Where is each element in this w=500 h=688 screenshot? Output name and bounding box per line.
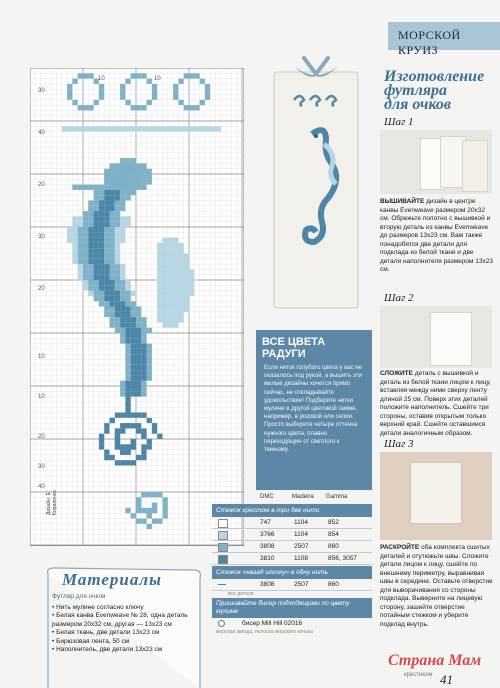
key-dmc: 3810 bbox=[260, 555, 275, 562]
page-number: 41 bbox=[440, 672, 453, 687]
step-2-text bbox=[380, 370, 494, 438]
designer-credit: Дизайн: Е. Кириленко bbox=[46, 490, 58, 515]
article-title-line-3: для очков bbox=[384, 96, 452, 113]
tip-title: ВСЕ ЦВЕТА РАДУГИ bbox=[262, 336, 326, 360]
key-dmc: 3766 bbox=[260, 531, 275, 538]
key-row bbox=[212, 541, 372, 553]
step-1-text bbox=[380, 198, 494, 275]
x-axis-label: 10 bbox=[154, 76, 161, 82]
y-axis-label: 20 bbox=[38, 182, 45, 188]
y-axis-label: 40 bbox=[38, 130, 45, 136]
cross-stitch-rows bbox=[212, 517, 372, 565]
step-2-lead: СЛОЖИТЕ bbox=[380, 370, 413, 377]
key-gamma: 852 bbox=[328, 519, 339, 526]
color-key-table bbox=[212, 494, 372, 635]
backstitch-dmc: 3808 bbox=[260, 581, 275, 588]
step-1-label: Шаг 1 bbox=[384, 116, 414, 128]
key-table-header bbox=[212, 494, 372, 504]
materials-title: Материалы bbox=[62, 570, 162, 589]
article-title-line-1: Изготовление bbox=[384, 68, 485, 85]
thread-color-swatch bbox=[218, 519, 228, 528]
article-title-line-2: футляра bbox=[384, 82, 448, 99]
bead-symbol bbox=[218, 620, 225, 627]
backstitch-row bbox=[212, 579, 372, 591]
y-axis-label: 30 bbox=[38, 464, 45, 470]
step-2-label: Шаг 2 bbox=[384, 292, 414, 304]
thread-color-swatch bbox=[218, 555, 228, 564]
key-madeira: 2507 bbox=[294, 543, 309, 550]
key-gamma: 854 bbox=[328, 531, 339, 538]
watermark-sub: крестиком bbox=[404, 672, 433, 678]
key-gamma: 860 bbox=[328, 543, 339, 550]
tip-body: Если ниток голубого цвета у вас не оказалось под рукой, а вышить эти милые дизайны хочется прямо сейчас, не откладывайте удовольствие! Подберите нитки мулине в другой цветовой гамме, например, в розовой или сепии. Просто выберите четыре оттенка нужного цвета, плавно переходящие от светлого к темному. bbox=[264, 365, 362, 454]
step-2-photo bbox=[380, 306, 492, 368]
glasses-case-photo bbox=[264, 54, 370, 310]
step-3-photo bbox=[380, 452, 492, 540]
step-1-body: дизайн в центре канвы Evenweave размером 20x32 см. Обрежьте полотно с вышивкой и вторую деталь из канвы Evenweave до размеров 13x23 см. Вам также понадобятся две детали для подклада из белой ткани и две детали наполнителя размером 13x23 см. bbox=[380, 198, 494, 273]
thread-color-swatch bbox=[218, 543, 228, 552]
materials-item: • Белая канва Evenweave № 28, одна деталь размером 20x32 см, другая — 13x23 см bbox=[52, 612, 188, 628]
key-madeira: 1104 bbox=[294, 519, 308, 526]
cross-stitch-heading: Стежок крестом в три две нити bbox=[212, 504, 372, 517]
key-row bbox=[212, 517, 372, 529]
step-3-label: Шаг 3 bbox=[384, 438, 414, 450]
materials-subtitle: Футляр для очков bbox=[52, 593, 106, 600]
key-madeira: 1104 bbox=[294, 531, 308, 538]
step-1-photo bbox=[380, 130, 492, 194]
backstitch-madeira: 2507 bbox=[294, 581, 309, 588]
y-axis-label: 20 bbox=[38, 434, 45, 440]
key-header-gamma: Gamma bbox=[326, 494, 348, 500]
bead-row bbox=[212, 618, 372, 629]
y-axis-label: 10 bbox=[38, 354, 45, 360]
materials-item: • Наполнитель, две детали 13x23 см bbox=[52, 646, 163, 654]
watermark: Страна Мам bbox=[388, 652, 482, 669]
section-header-title: МОРСКОЙ КРУИЗ bbox=[398, 28, 461, 57]
step-3-lead: РАСКРОЙТЕ bbox=[380, 544, 420, 551]
thread-color-swatch bbox=[218, 531, 228, 540]
key-row bbox=[212, 553, 372, 565]
materials-item: • Бирюзовая лента, 50 см bbox=[52, 637, 130, 645]
step-1-lead: ВЫШИВАЙТЕ bbox=[380, 198, 425, 205]
key-header-dmc: DMC bbox=[260, 494, 274, 500]
y-axis-label: 30 bbox=[38, 88, 45, 94]
backstitch-gamma: 860 bbox=[328, 581, 339, 588]
backstitch-caption: все детали bbox=[228, 591, 254, 597]
materials-item: • Белая ткань, две детали 13x23 см bbox=[52, 629, 160, 637]
key-header-madeira: Madeira bbox=[292, 494, 314, 500]
tip-box bbox=[256, 330, 372, 490]
materials-list bbox=[52, 604, 200, 654]
key-gamma: 856, 3057 bbox=[328, 555, 357, 562]
y-axis-label: 30 bbox=[38, 234, 45, 240]
step-2-body: деталь с вышивкой и деталь из белой ткани лицом к лицу, вставляя между ними сверху ленту длиной 25 см. Поверх этих деталей положите наполнитель. Сшейте три стороны, оставив открытым только верхний край. Сшейте оставшиеся детали аналогичным образом. bbox=[380, 370, 491, 437]
step-3-text bbox=[380, 544, 494, 629]
y-axis-label: 20 bbox=[38, 286, 45, 292]
bead-caption: морская звезда, полоска морского конька bbox=[216, 629, 313, 635]
bead-heading: Пришивайте бисер подходящими по цвету мулине bbox=[212, 598, 372, 618]
key-madeira: 1108 bbox=[294, 555, 308, 562]
y-axis-label: 40 bbox=[38, 484, 45, 490]
backstitch-symbol bbox=[218, 584, 226, 585]
key-row bbox=[212, 529, 372, 541]
bead-text: бисер Mill Hill 02016 bbox=[242, 620, 303, 627]
backstitch-heading: Стежок «назад иголку» в одну нить bbox=[212, 566, 372, 579]
materials-item: • Нить мулине согласно ключу bbox=[52, 604, 144, 611]
y-axis-label: 10 bbox=[38, 394, 45, 400]
cross-stitch-pattern bbox=[30, 68, 244, 546]
x-axis-label: 10 bbox=[98, 76, 105, 82]
article-title bbox=[384, 70, 494, 112]
key-dmc: 3808 bbox=[260, 543, 275, 550]
step-3-body: оба комплекта сшитых деталей и отутюжьте швы. Сложите детали лицом к лицу, сшейте по внешнему периметру, выравнивая швы в середине. Оставьте отверстие для выворачивания со стороны подклада. Выверните на лицевую сторону, зашейте отверстие потайным стежком и уберите подклад внутрь. bbox=[380, 544, 493, 628]
key-dmc: 747 bbox=[260, 519, 271, 526]
